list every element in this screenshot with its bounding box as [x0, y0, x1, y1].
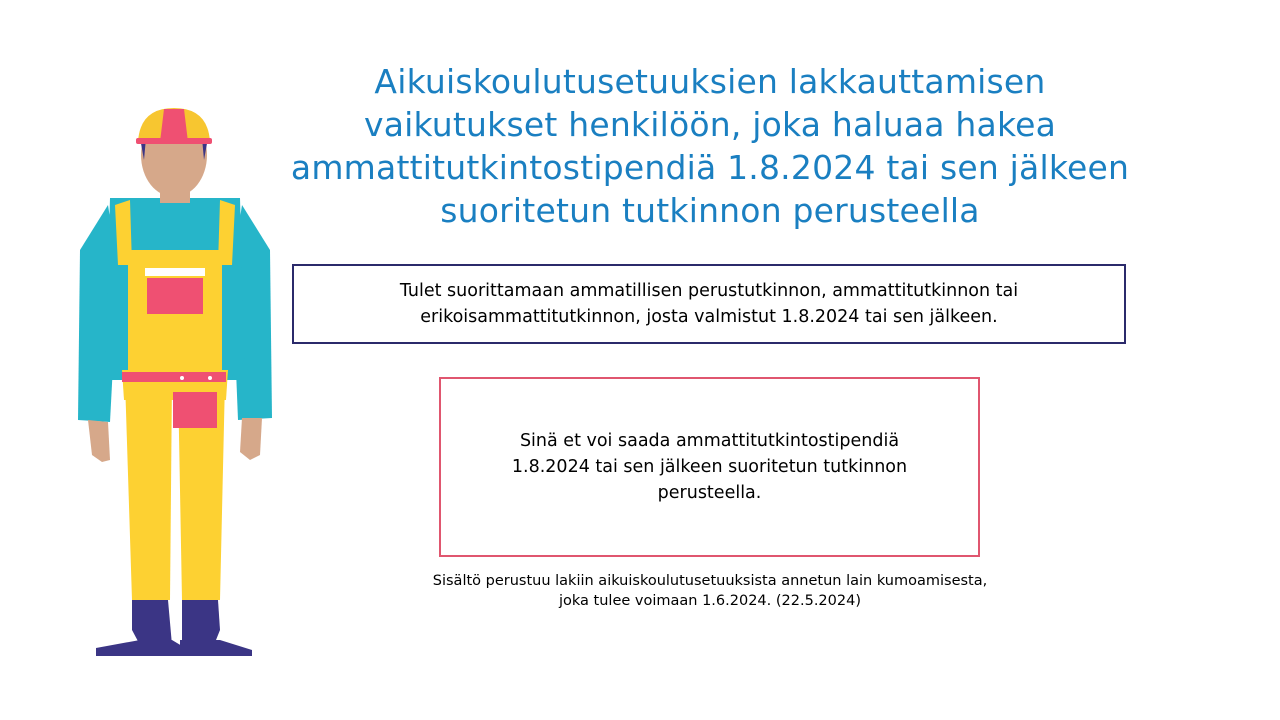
page-title [240, 60, 1180, 232]
title-line: ammattitutkintostipendiä 1.8.2024 tai sen jälkeen [290, 148, 1130, 187]
title-line: vaikutukset henkilöön, joka haluaa hakea [363, 105, 1057, 144]
title-line: suoritetun tutkinnon perusteella [440, 191, 980, 230]
condition-box [292, 264, 1126, 344]
condition-line: Tulet suorittamaan ammatillisen perustutkinnon, ammattitutkinnon tai [399, 281, 1019, 301]
footnote-line: Sisältö perustuu lakiin aikuiskoulutusetuuksista annetun lain kumoamisesta, [432, 573, 988, 589]
condition-text [400, 278, 1018, 330]
result-line: Sinä et voi saada ammattitutkintostipendiä [519, 431, 900, 451]
title-line: Aikuiskoulutusetuuksien lakkauttamisen [374, 62, 1046, 101]
condition-line: erikoisammattitutkinnon, josta valmistut 1.8.2024 tai sen jälkeen. [420, 307, 998, 327]
source-footnote [370, 571, 1050, 611]
result-line: perusteella. [657, 483, 762, 503]
footnote-line: joka tulee voimaan 1.6.2024. (22.5.2024) [559, 593, 861, 609]
result-text [512, 428, 907, 506]
result-line: 1.8.2024 tai sen jälkeen suoritetun tutkinnon [511, 457, 908, 477]
result-box [439, 377, 980, 557]
